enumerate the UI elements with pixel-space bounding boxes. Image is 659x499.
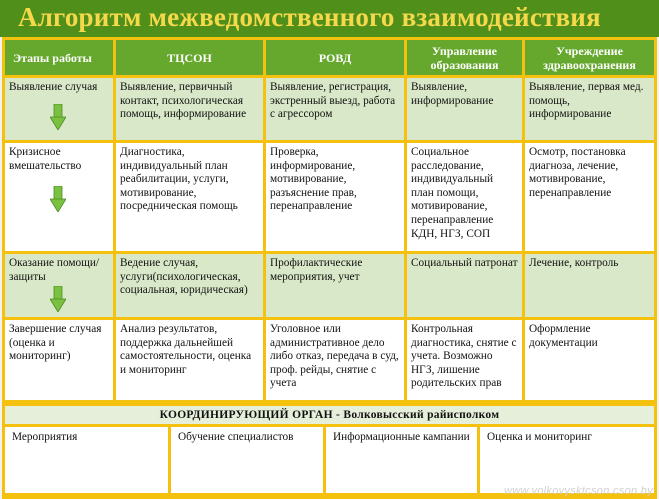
header-rovd: РОВД xyxy=(266,40,404,75)
stage-label: Кризисное вмешательство xyxy=(9,146,82,172)
watermark: www.volkovysktcson.cson.by xyxy=(503,485,653,497)
coordinator-title: КООРДИНИРУЮЩИЙ ОРГАН - Волковысский райисполком xyxy=(5,406,654,424)
stage-cell: Завершение случая (оценка и мониторинг) xyxy=(5,320,113,400)
health-cell: Выявление, первая мед. помощь, информирование xyxy=(525,78,654,140)
header-education: Управление образования xyxy=(407,40,522,75)
education-cell: Выявление, информирование xyxy=(407,78,522,140)
stage-cell xyxy=(5,254,113,317)
health-cell: Оформление документации xyxy=(525,320,654,400)
health-cell: Лечение, контроль xyxy=(525,254,654,317)
bottom-cell-training: Обучение специалистов xyxy=(171,427,323,493)
education-cell: Социальное расследование, индивидуальный план помощи, мотивирование, перенаправление КДН, НГЗ, СОП xyxy=(407,143,522,251)
tcson-cell: Ведение случая, услуги(психологическая, социальная, юридическая) xyxy=(116,254,263,317)
header-tcson: ТЦСОН xyxy=(116,40,263,75)
bottom-cell-events: Мероприятия xyxy=(5,427,168,493)
header-health: Учреждение здравоохранения xyxy=(525,40,654,75)
bottom-cell-monitoring: Оценка и мониторинг xyxy=(480,427,654,493)
arrow-down-icon xyxy=(50,286,66,312)
stage-label: Выявление случая xyxy=(9,81,98,93)
page-title: Алгоритм межведомственного взаимодействия xyxy=(18,2,601,32)
tcson-cell: Анализ результатов, поддержка дальнейшей самостоятельности, оценка и мониторинг xyxy=(116,320,263,400)
arrow-down-icon xyxy=(50,186,66,212)
rovd-cell: Выявление, регистрация, экстренный выезд, работа с агрессором xyxy=(266,78,404,140)
education-cell: Социальный патронат xyxy=(407,254,522,317)
algorithm-table xyxy=(2,37,657,403)
stage-label: Оказание помощи/защиты xyxy=(9,257,100,283)
tcson-cell: Диагностика, индивидуальный план реабилитации, услуги, мотивирование, посредническая помощь xyxy=(116,143,263,251)
education-cell: Контрольная диагностика, снятие с учета. Возможно НГЗ, лишение родительских прав xyxy=(407,320,522,400)
title-bar xyxy=(0,0,659,37)
tcson-cell: Выявление, первичный контакт, психологическая помощь, информирование xyxy=(116,78,263,140)
stage-cell xyxy=(5,143,113,251)
header-stages: Этапы работы xyxy=(5,40,113,75)
rovd-cell: Проверка, информирование, мотивирование, разъяснение прав, перенаправление xyxy=(266,143,404,251)
stage-cell xyxy=(5,78,113,140)
arrow-down-icon xyxy=(50,104,66,130)
bottom-cell-campaigns: Информационные кампании xyxy=(326,427,477,493)
rovd-cell: Уголовное или административное дело либо отказ, передача в суд, проф. рейды, снятие с учета xyxy=(266,320,404,400)
rovd-cell: Профилактические мероприятия, учет xyxy=(266,254,404,317)
health-cell: Осмотр, постановка диагноза, лечение, мотивирование, перенаправление xyxy=(525,143,654,251)
